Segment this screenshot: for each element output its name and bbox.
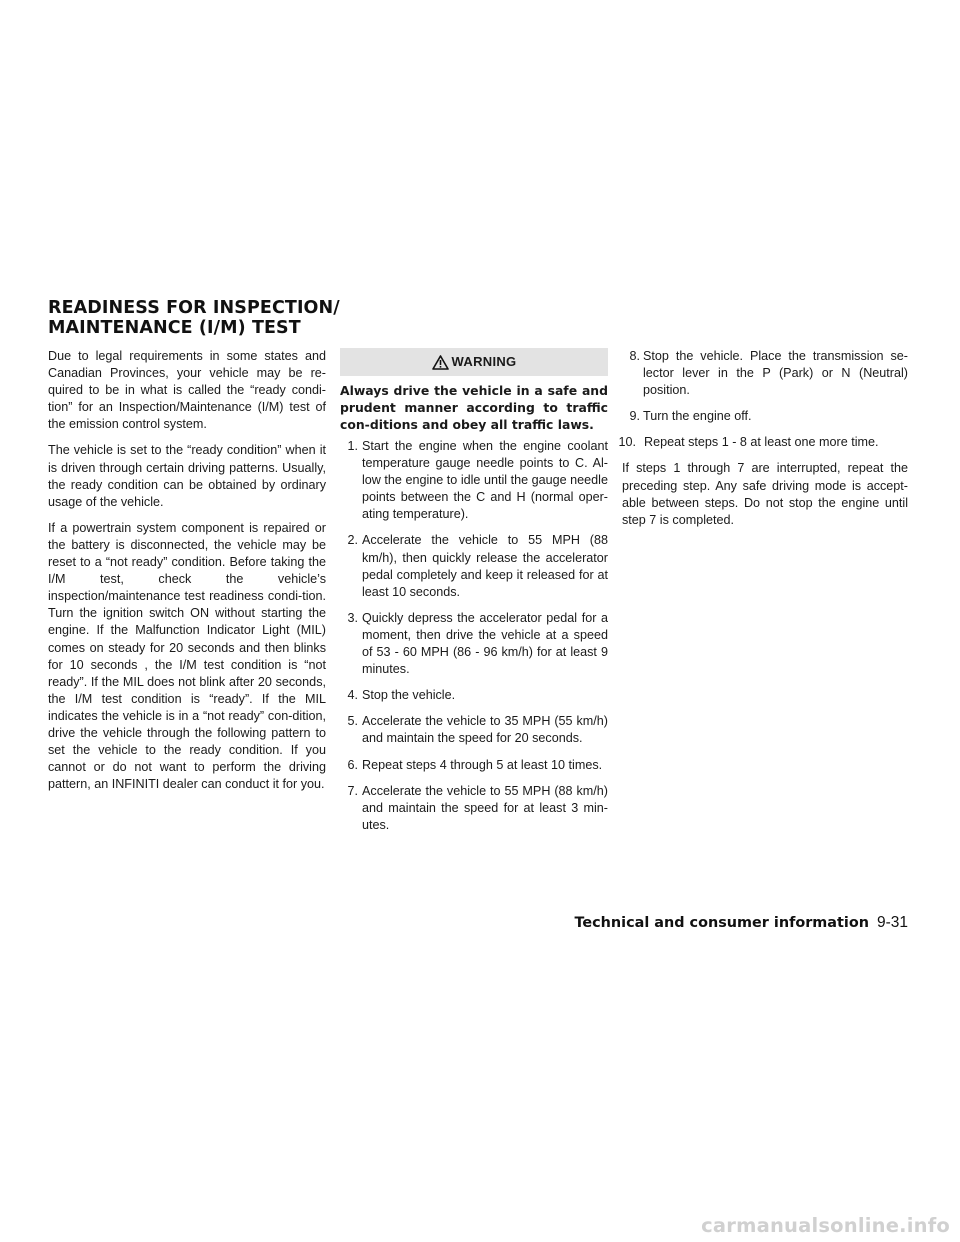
step-text: Accelerate the vehicle to 35 MPH (55 km/h) and maintain the speed for 20 seconds. xyxy=(362,714,608,746)
step-number: 6. xyxy=(347,757,358,772)
step-number: 10. xyxy=(618,435,636,450)
step-number: 7. xyxy=(347,783,358,798)
intro-paragraph: If a powertrain system component is repaired or the battery is disconnected, the vehicle may be reset to a “not ready” condition. Before taking the I/M test, check the vehicle’s inspection/maintenance test readiness condi-tion. Turn the ignition switch ON without starting the engine. If the Malfunction Indicator Light (MIL) comes on steady for 20 seconds and then blinks for 10 seconds , the I/M test condition is “not ready”. If the MIL does not blink after 20 seconds, the I/M test condition is “ready”. If the MIL indicates the vehicle is in a “not ready” con-dition, drive the vehicle through the following pattern to set the vehicle to the ready condition. If you cannot or do not want to perform the driving pattern, an INFINITI dealer can conduct it for you. xyxy=(48,520,326,792)
column-middle xyxy=(340,348,608,843)
intro-paragraph: Due to legal requirements in some states and Canadian Provinces, your vehicle may be re-quired to be in what is called the “ready condi-tion” for an Inspection/Maintenance (I/M) test of the emission control system. xyxy=(48,349,326,432)
page-number: 9-31 xyxy=(876,914,908,931)
watermark: carmanualsonline.info xyxy=(701,1214,950,1237)
step-item xyxy=(340,438,608,523)
column-left xyxy=(48,348,326,802)
warning-header xyxy=(340,348,608,376)
step-number: 9. xyxy=(629,409,640,424)
step-text: Start the engine when the engine coolant temperature gauge needle points to C. Al-low the engine to idle until the gauge needle points between the C and H (normal oper-ating temperature). xyxy=(362,439,608,522)
closing-paragraph: If steps 1 through 7 are interrupted, repeat the preceding step. Any safe driving mode is accept-able between steps. Do not stop the engine until step 7 is completed. xyxy=(622,461,908,527)
step-text: Accelerate the vehicle to 55 MPH (88 km/h), then quickly release the accelerator pedal completely and keep it released for at least 10 seconds. xyxy=(362,533,608,599)
step-text: Stop the vehicle. Place the transmission se-lector lever in the P (Park) or N (Neutral) position. xyxy=(643,349,908,398)
intro-paragraph: The vehicle is set to the “ready condition” when it is driven through certain driving patterns. Usually, the ready condition can be obtained by ordinary usage of the vehicle. xyxy=(48,443,326,509)
step-item xyxy=(340,757,608,774)
step-item xyxy=(340,783,608,834)
warning-label: WARNING xyxy=(451,354,517,370)
page-footer xyxy=(0,914,908,932)
page-title xyxy=(48,298,448,338)
step-number: 3. xyxy=(347,610,358,625)
step-text: Repeat steps 4 through 5 at least 10 times. xyxy=(362,757,603,772)
warning-triangle-icon xyxy=(432,355,449,370)
step-item xyxy=(340,687,608,704)
step-text: Repeat steps 1 - 8 at least one more time. xyxy=(644,435,879,450)
title-line-1: READINESS FOR INSPECTION/ xyxy=(48,298,340,318)
steps-list xyxy=(340,438,608,834)
step-item xyxy=(622,408,908,425)
step-number: 2. xyxy=(347,533,358,548)
step-number: 5. xyxy=(347,714,358,729)
step-text: Stop the vehicle. xyxy=(362,688,456,703)
column-right xyxy=(618,348,908,538)
step-number: 1. xyxy=(347,439,358,453)
step-item xyxy=(622,348,908,399)
step-item xyxy=(340,713,608,747)
warning-text: Always drive the vehicle in a safe and prudent manner according to traffic con-ditions and obey all traffic laws. xyxy=(340,383,608,432)
step-number: 4. xyxy=(347,688,358,703)
step-item xyxy=(340,532,608,600)
step-item xyxy=(340,610,608,678)
title-line-2: MAINTENANCE (I/M) TEST xyxy=(48,318,301,338)
step-text: Accelerate the vehicle to 55 MPH (88 km/h) and maintain the speed for at least 3 min-utes. xyxy=(362,783,608,832)
steps-list-continued xyxy=(618,348,908,451)
step-text: Turn the engine off. xyxy=(643,409,752,424)
footer-section-title: Technical and consumer information xyxy=(574,915,869,931)
step-number: 8. xyxy=(629,349,640,363)
step-text: Quickly depress the accelerator pedal for a moment, then drive the vehicle at a speed of 53 - 60 MPH (86 - 96 km/h) for at least 9 minutes. xyxy=(362,610,608,677)
step-item xyxy=(618,434,908,451)
